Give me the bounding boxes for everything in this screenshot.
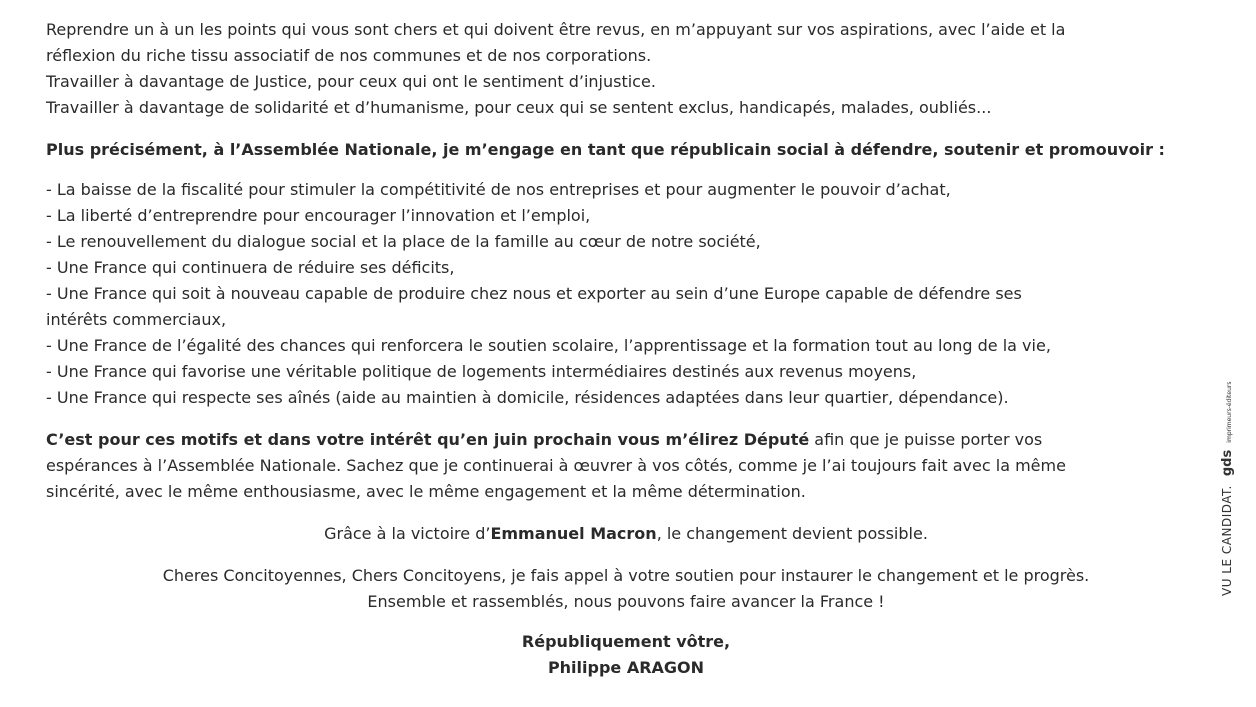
macron-prefix: Grâce à la victoire d’ [324, 524, 491, 543]
closing-paragraph [46, 427, 1206, 505]
macron-name: Emmanuel Macron [490, 524, 657, 543]
commitment-item: - La baisse de la fiscalité pour stimuler la compétitivité de nos entreprises et pour augmenter le pouvoir d’achat, [46, 180, 951, 199]
commitment-item: - La liberté d’entreprendre pour encourager l’innovation et l’emploi, [46, 206, 591, 225]
intro-line: réflexion du riche tissu associatif de nos communes et de nos corporations. [46, 46, 652, 65]
appeal-line: Ensemble et rassemblés, nous pouvons faire avancer la France ! [367, 592, 885, 611]
commitment-item: - Une France qui respecte ses aînés (aide au maintien à domicile, résidences adaptées dans leur quartier, dépendance). [46, 388, 1009, 407]
commitment-item: - Une France qui favorise une véritable politique de logements intermédiaires destinés aux revenus moyens, [46, 362, 917, 381]
document-body [46, 17, 1206, 681]
signature-name: Philippe ARAGON [547, 658, 705, 677]
closing-line [46, 427, 1206, 453]
closing-rest: afin que je puisse porter vos [809, 430, 1043, 449]
commitment-item: - Une France qui continuera de réduire ses déficits, [46, 258, 455, 277]
macron-suffix: , le changement devient possible. [656, 524, 928, 543]
closing-line: sincérité, avec le même enthousiasme, avec le même engagement et la même détermination. [46, 482, 806, 501]
intro-line: Travailler à davantage de Justice, pour ceux qui ont le sentiment d’injustice. [46, 72, 656, 91]
commitment-item: - Le renouvellement du dialogue social et la place de la famille au cœur de notre société, [46, 232, 761, 251]
commitment-list [46, 177, 1206, 411]
appeal-paragraph [46, 563, 1206, 615]
commitment-heading: Plus précisément, à l’Assemblée Nationale, je m’engage en tant que républicain social à défendre, soutenir et promouvoir : [46, 140, 1165, 159]
closing-line: espérances à l’Assemblée Nationale. Sachez que je continuerai à œuvrer à vos côtés, comme je l’ai toujours fait avec la même [46, 456, 1066, 475]
commitment-item: intérêts commerciaux, [46, 310, 227, 329]
closing-bold: C’est pour ces motifs et dans votre intérêt qu’en juin prochain vous m’élirez Député [46, 430, 810, 449]
appeal-line: Cheres Concitoyennes, Chers Concitoyens, je fais appel à votre soutien pour instaurer le changement et le progrès. [162, 566, 1090, 585]
vu-le-candidat-label: VU LE CANDIDAT. [1220, 485, 1234, 596]
printer-logo: gds [1220, 449, 1235, 477]
intro-paragraph [46, 17, 1206, 121]
macron-line [46, 521, 1206, 547]
commitment-item: - Une France de l’égalité des chances qui renforcera le soutien scolaire, l’apprentissage et la formation tout au long de la vie, [46, 336, 1051, 355]
printer-subtitle: imprimeurs-éditeurs [1226, 381, 1233, 443]
intro-line: Reprendre un à un les points qui vous sont chers et qui doivent être revus, en m’appuyant sur vos aspirations, avec l’aide et la [46, 20, 1066, 39]
signature-block [46, 629, 1206, 681]
commitment-item: - Une France qui soit à nouveau capable de produire chez nous et exporter au sein d’une Europe capable de défendre ses [46, 284, 1022, 303]
signature-salutation: Républiquement vôtre, [521, 632, 731, 651]
intro-line: Travailler à davantage de solidarité et d’humanisme, pour ceux qui se sentent exclus, handicapés, malades, oubliés... [46, 98, 992, 117]
legal-mention-vertical [1216, 382, 1235, 596]
